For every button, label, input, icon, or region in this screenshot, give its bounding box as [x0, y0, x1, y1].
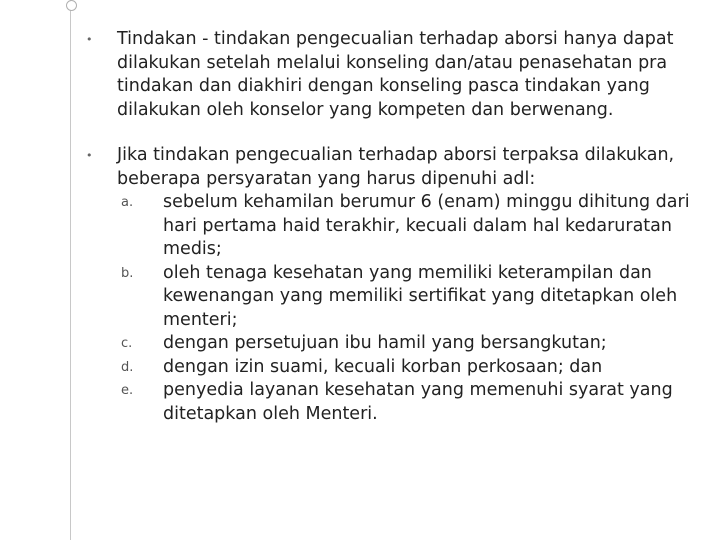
requirement-item-c [117, 332, 706, 356]
requirement-text: dengan persetujuan ibu hamil yang bersangkutan; [163, 333, 607, 353]
requirement-text: sebelum kehamilan berumur 6 (enam) minggu dihitung dari hari pertama haid terakhir, kecuali dalam hal kedaruratan medis; [163, 192, 690, 259]
bullet-dot-icon: • [86, 33, 93, 46]
requirement-text: oleh tenaga kesehatan yang memiliki keterampilan dan kewenangan yang memiliki sertifikat yang ditetapkan oleh menteri; [163, 262, 678, 330]
requirement-label: c. [121, 336, 133, 351]
decorative-vertical-line [70, 0, 71, 540]
requirement-item-a [117, 191, 706, 262]
requirements-list [117, 191, 706, 426]
requirement-label: e. [121, 383, 134, 398]
requirement-text: dengan izin suami, kecuali korban perkosaan; dan [163, 356, 603, 377]
requirement-label: a. [121, 195, 134, 210]
decorative-circle-icon [66, 0, 77, 11]
requirement-item-b [117, 262, 706, 333]
bullet-item-2 [86, 144, 706, 426]
requirement-label: b. [121, 265, 134, 281]
bullet-text: Tindakan - tindakan pengecualian terhadap aborsi hanya dapat dilakukan setelah melalui konseling dan/atau penasehatan pra tindakan dan diakhiri dengan konseling pasca tindakan yang dilakukan oleh konselor yang kompeten dan berwenang. [117, 29, 674, 120]
slide-content [86, 28, 706, 426]
requirement-item-d [117, 356, 706, 380]
requirement-text: penyedia layanan kesehatan yang memenuhi syarat yang ditetapkan oleh Menteri. [163, 380, 673, 424]
bullet-text: Jika tindakan pengecualian terhadap aborsi terpaksa dilakukan, beberapa persyaratan yang harus dipenuhi adl: [117, 145, 675, 189]
bullet-dot-icon: • [86, 149, 93, 162]
requirement-item-e [117, 379, 706, 426]
requirement-label: d. [121, 359, 134, 375]
bullet-item-1 [86, 28, 706, 122]
